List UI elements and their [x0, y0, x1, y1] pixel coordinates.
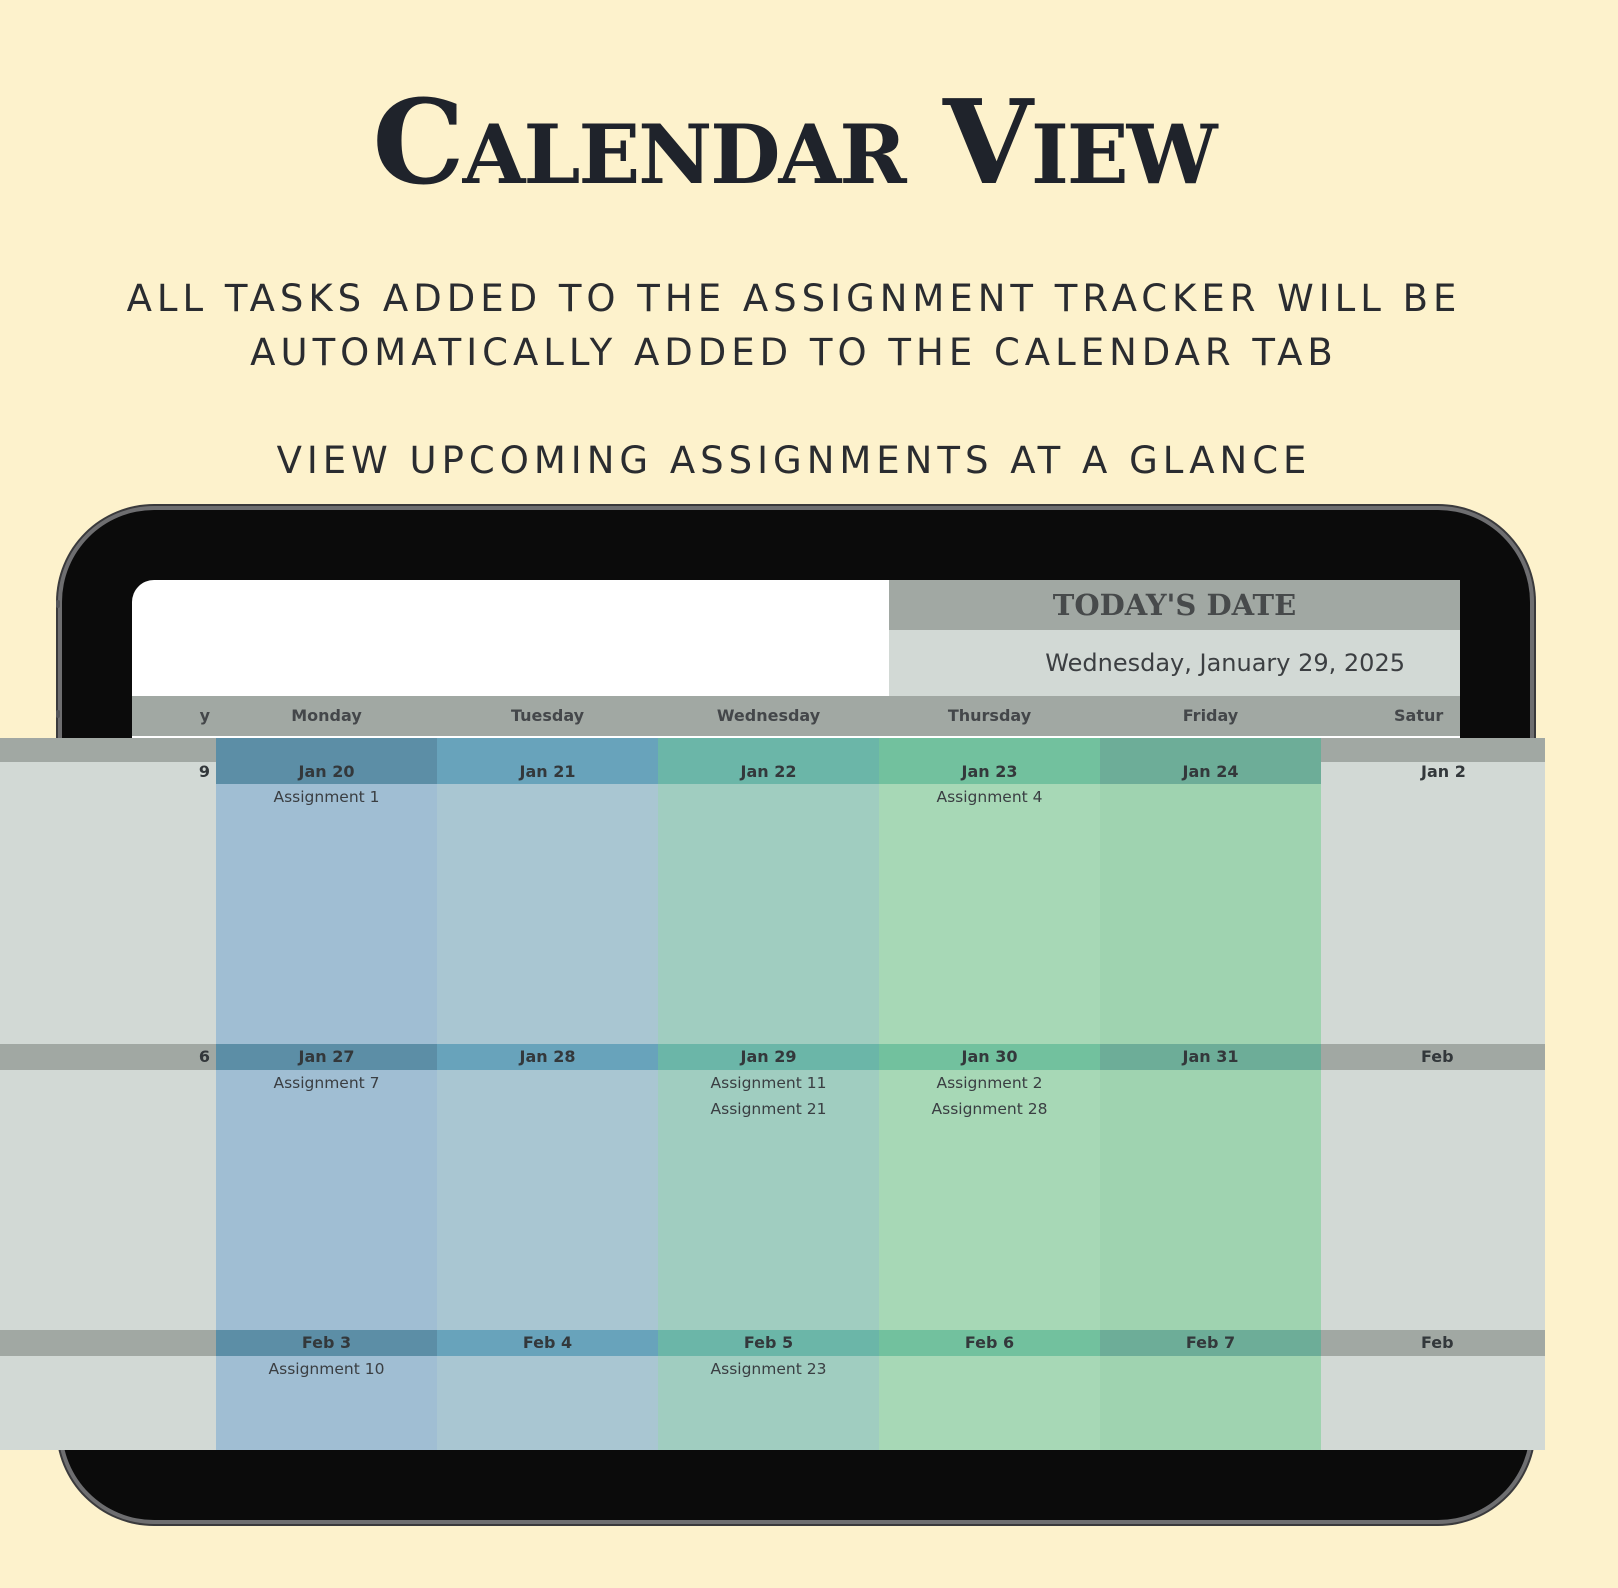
assignment-item[interactable]: Assignment 10 — [268, 1360, 385, 1378]
weekday-header: Monday — [291, 706, 362, 725]
calendar-day-cell[interactable]: Feb 4 — [437, 1330, 658, 1356]
calendar-column — [658, 738, 879, 1450]
calendar-column — [0, 738, 216, 1450]
calendar-column — [437, 738, 658, 1450]
assignment-item[interactable]: Assignment 2 — [936, 1074, 1043, 1092]
todays-date-label: TODAY'S DATE — [889, 580, 1460, 630]
weekday-header: y — [199, 706, 210, 725]
calendar-column — [1100, 738, 1321, 1450]
assignment-item[interactable]: Assignment 4 — [936, 788, 1043, 806]
tagline: VIEW UPCOMING ASSIGNMENTS AT A GLANCE — [276, 439, 1312, 482]
calendar-day-cell[interactable]: Feb 3 — [216, 1330, 437, 1356]
todays-date-value: Wednesday, January 29, 2025 — [889, 630, 1460, 696]
calendar-day-cell[interactable]: Jan 21 — [437, 738, 658, 784]
calendar-day-cell[interactable]: Feb 5 — [658, 1330, 879, 1356]
weekday-header: Wednesday — [716, 706, 821, 725]
assignment-item[interactable]: Assignment 28 — [931, 1100, 1048, 1118]
calendar-day-cell[interactable]: Feb 7 — [1100, 1330, 1321, 1356]
page-headline: Calendar View — [372, 75, 1216, 211]
calendar-column — [879, 738, 1100, 1450]
assignment-item[interactable]: Assignment 21 — [710, 1100, 827, 1118]
calendar-day-cell[interactable]: Feb — [1321, 1330, 1545, 1356]
assignment-item[interactable]: Assignment 23 — [710, 1360, 827, 1378]
tablet-side-button — [56, 600, 60, 608]
calendar-column — [216, 738, 437, 1450]
calendar-day-cell[interactable] — [0, 1330, 216, 1356]
calendar-day-cell[interactable]: Feb — [1321, 1044, 1545, 1070]
weekday-header: Tuesday — [510, 706, 585, 725]
calendar-day-cell[interactable]: Jan 24 — [1100, 738, 1321, 784]
calendar-day-cell[interactable]: Jan 31 — [1100, 1044, 1321, 1070]
description-text — [0, 272, 1588, 380]
calendar-day-cell[interactable]: Jan 28 — [437, 1044, 658, 1070]
calendar-screen — [132, 580, 1466, 1450]
calendar-column — [1321, 738, 1545, 1450]
weekday-header: Thursday — [947, 706, 1032, 725]
calendar-day-cell[interactable]: Jan 27 — [216, 1044, 437, 1070]
calendar-day-cell[interactable]: Jan 2 — [1321, 738, 1545, 762]
weekday-header: Friday — [1182, 706, 1239, 725]
description-line-2: AUTOMATICALLY ADDED TO THE CALENDAR TAB — [250, 331, 1338, 374]
weekday-header: Satur — [1394, 706, 1444, 725]
calendar-day-cell[interactable]: 6 — [0, 1044, 216, 1070]
assignment-item[interactable]: Assignment 1 — [273, 788, 380, 806]
calendar-day-cell[interactable]: Jan 30 — [879, 1044, 1100, 1070]
calendar-day-cell[interactable]: Jan 29 — [658, 1044, 879, 1070]
description-line-1: ALL TASKS ADDED TO THE ASSIGNMENT TRACKER WILL BE — [126, 277, 1462, 320]
calendar-day-cell[interactable]: Jan 22 — [658, 738, 879, 784]
assignment-item[interactable]: Assignment 7 — [273, 1074, 380, 1092]
tablet-device — [62, 510, 1530, 1520]
calendar-day-cell[interactable]: Feb 6 — [879, 1330, 1100, 1356]
calendar-day-cell[interactable]: Jan 20 — [216, 738, 437, 784]
calendar-day-cell[interactable]: Jan 23 — [879, 738, 1100, 784]
calendar-day-cell[interactable]: 9 — [0, 738, 216, 762]
assignment-item[interactable]: Assignment 11 — [710, 1074, 827, 1092]
